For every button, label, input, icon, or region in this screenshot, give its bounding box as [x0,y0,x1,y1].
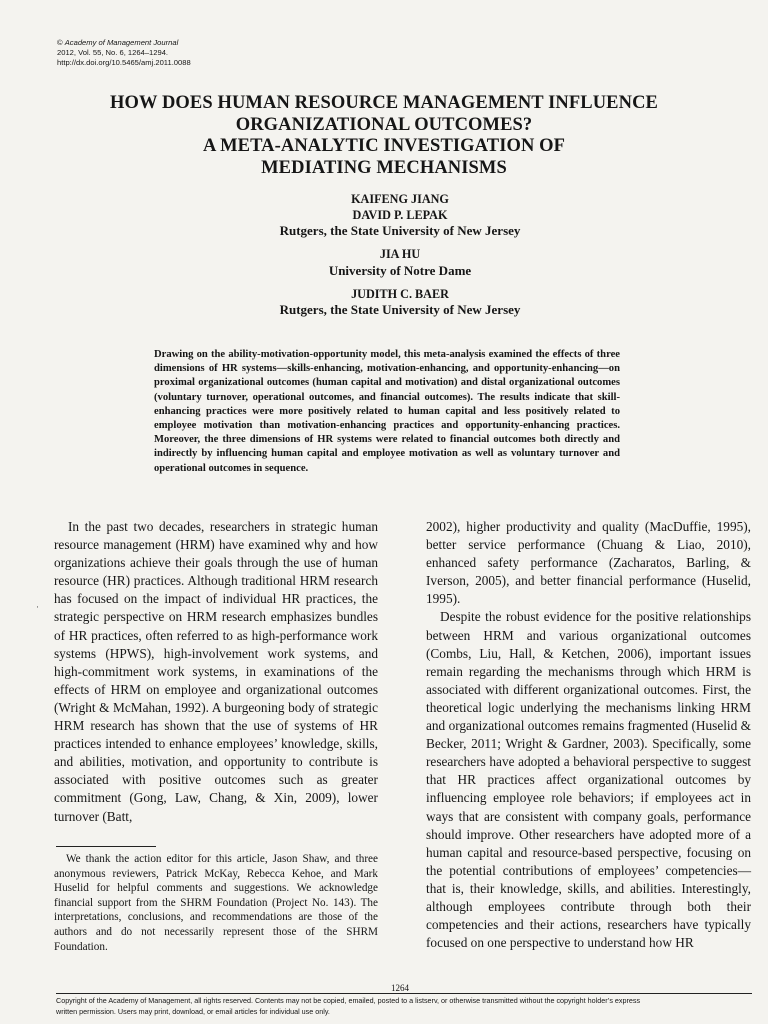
author-name: DAVID P. LEPAK [352,207,448,222]
body-paragraph: 2002), higher productivity and quality (MacDuffie, 1995), better service performance (Chuang & Liao, 2010), enhanced safety performance (Zacharatos, Barling, & Iverson, 2005), and better financial performance (Huselid, 1995). [426,519,751,607]
journal-name-line [57,38,191,48]
author-affiliation: University of Notre Dame [328,262,472,278]
body-column-right [426,518,751,952]
author-name: KAIFENG JIANG [351,192,449,206]
author-block [0,287,768,318]
author-block [0,247,768,278]
page-number: 1264 [391,983,409,993]
title-line: A META-ANALYTIC INVESTIGATION OF [202,136,566,156]
author-name: JIA HU [379,247,421,261]
footnote-text: We thank the action editor for this article, Jason Shaw, and three anonymous reviewers, Patrick McKay, Rebecca Kehoe, and Mark Huselid for helpful comments and suggestions. We acknowledge financial support from the SHRM Foundation (Project No. 143). The interpretations, conclusions, and recommendations are those of the authors and do not necessarily represent those of the SHRM Foundation. [54,853,378,953]
journal-name: Academy of Management Journal [64,38,179,47]
copyright-line: written permission. Users may print, download, or email articles for individual use only. [56,1006,330,1016]
title-line: HOW DOES HUMAN RESOURCE MANAGEMENT INFLUENCE [110,93,658,113]
margin-mark: · [36,602,39,612]
body-paragraph: In the past two decades, researchers in strategic human resource management (HRM) have examined why and how organizations achieve their goals through the use of human resource (HR) practices. Although traditional HRM research has focused on the impact of individual HR practices, the strategic perspective on HRM research emphasizes bundles of HR practices, often referred to as high-performance work systems (HPWS), high-involvement work systems, and high-commitment work systems, in examinations of the effects of HRM on employee and organizational outcomes (Wright & McMahan, 1992). A burgeoning body of strategic HRM research has shown that the use of systems of HR practices intended to enhance employees’ knowledge, skills, and abilities, motivation, and opportunity to contribute is associated with positive outcomes such as greater commitment (Gong, Law, Chang, & Xin, 2009), lower turnover (Batt, [54,519,378,824]
author-affiliation: Rutgers, the State University of New Jersey [279,223,521,238]
author-name: JUDITH C. BAER [351,286,449,301]
acknowledgment-footnote [54,852,378,954]
author-block [0,192,768,239]
author-affiliation: Rutgers, the State University of New Jersey [279,302,521,317]
copyright-notice [56,996,756,1017]
journal-doi[interactable]: http://dx.doi.org/10.5465/amj.2011.0088 [57,58,191,68]
footnote-divider [56,846,156,847]
journal-header [57,38,191,69]
abstract: Drawing on the ability-motivation-opportunity model, this meta-analysis examined the effects of three dimensions of HR systems—skills-enhancing, motivation-enhancing, and opportunity-enhancing—on proximal organizational outcomes (human capital and motivation) and distal organizational outcomes (voluntary turnover, operational outcomes, and financial outcomes). The results indicate that skill-enhancing practices were more positively related to human capital and less positively related to employee motivation than motivation-enhancing practices and opportunity-enhancing practices. Moreover, the three dimensions of HR systems were related to financial outcomes both directly and indirectly by influencing human capital and employee motivation as well as voluntary turnover and operational outcomes in sequence. [154,349,620,474]
article-title [0,93,768,179]
copyright-symbol: © [57,38,63,47]
journal-citation: 2012, Vol. 55, No. 6, 1264–1294. [57,48,169,58]
bottom-divider [56,993,752,994]
author-list [0,192,768,318]
title-line: MEDIATING MECHANISMS [261,157,507,178]
body-column-left [54,518,378,826]
title-line: ORGANIZATIONAL OUTCOMES? [235,114,533,135]
body-paragraph: Despite the robust evidence for the positive relationships between HRM and various organizational outcomes (Combs, Liu, Hall, & Ketchen, 2006), important issues remain regarding the mechanisms through which HRM is associated with different organizational outcomes. First, the theoretical logic underlying the mechanisms linking HRM and organizational outcomes remains fragmented (Huselid & Becker, 2011; Wright & Gardner, 2003). Specifically, some researchers have adopted a behavioral perspective to suggest that HR practices affect organizational outcomes by influencing employee role behaviors; if employees act in ways that are consistent with company goals, performance should improve. Other researchers have adopted more of a human capital and resource-based perspective, focusing on the potential contributions of employees’ competencies—that is, their knowledge, skills, and abilities. Interestingly, although employees contribute through both their competencies and their actions, researchers have typically focused on one perspective to understand how HR [426,609,751,951]
copyright-line: Copyright of the Academy of Management, all rights reserved. Contents may not be copied, emailed, posted to a listserv, or otherwise transmitted without the copyright holder’s express [56,996,641,1005]
